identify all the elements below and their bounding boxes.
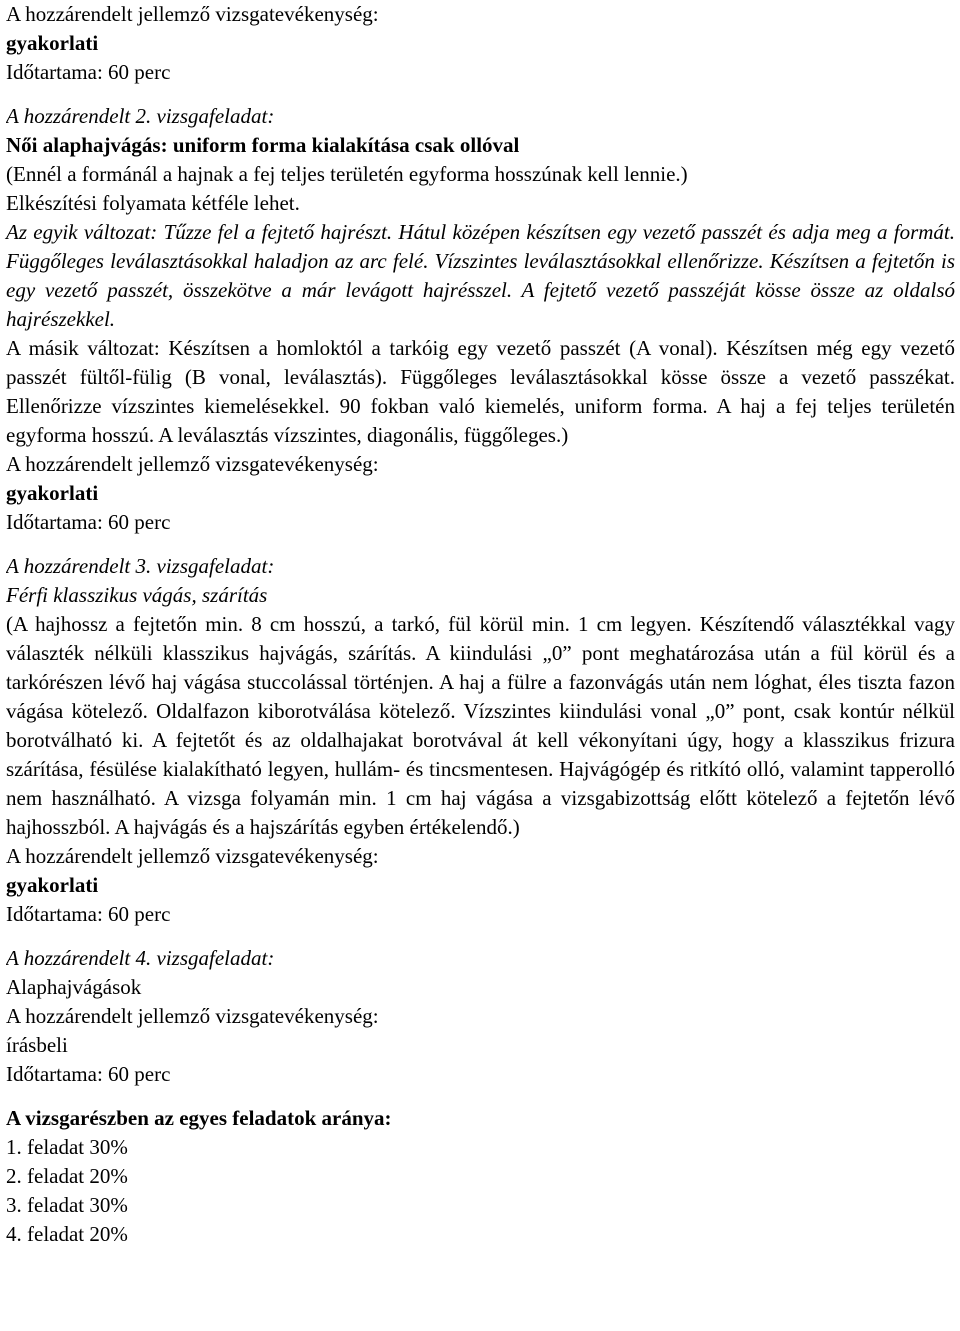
activity-duration: Időtartama: 60 perc [6,60,171,84]
activity-label: A hozzárendelt jellemző vizsgatevékenység: [6,1004,379,1028]
ratio-item: 2. feladat 20% [6,1164,128,1188]
task-heading-4: A hozzárendelt 4. vizsgafeladat: [6,946,275,970]
activity-duration: Időtartama: 60 perc [6,510,171,534]
ratio-item: 1. feladat 30% [6,1135,128,1159]
task-heading-2: A hozzárendelt 2. vizsgafeladat: [6,104,275,128]
task-title-4: Alaphajvágások [6,975,142,999]
task-title-3: Férfi klasszikus vágás, szárítás [6,583,268,607]
task-variant-1: Az egyik változat: Tűzze fel a fejtető hajrészt. Hátul középen készítsen egy vezető passzét és adja meg a formát. Függőleges leválasztásokkal haladjon az arc felé. Vízszintes leválasztásokkal ellenőrizze. Készítsen a fejtetőn is egy vezető passzét, összekötve a már levágott hajrésszel. A fejtető vezető passzéját kösse össze az oldalsó hajrészekkel. [6,220,955,331]
activity-type: gyakorlati [6,31,99,55]
activity-type: írásbeli [6,1033,68,1057]
ratio-item: 4. feladat 20% [6,1222,128,1246]
activity-label: A hozzárendelt jellemző vizsgatevékenység: [6,452,379,476]
task-body-3: (A hajhossz a fejtetőn min. 8 cm hosszú, a tarkó, fül körül min. 1 cm legyen. Készítendő választékkal vagy választék nélküli klasszikus hajvágás, szárítás. A kiindulási „0” pont meghatározása után a fül körül és a tarkórészen lévő haj vágása stuccolással történjen. A haj a fülre a fazonvágás után nem lóghat, éles tiszta fazon vágása kötelező. Oldalfazon kiborotválása kötelező. Vízszintes kiindulási vonal „0” pont, csak kontúr nélkül borotválható ki. A fejtetőt és az oldalhajakat borotvával át kell vékonyítani úgy, hogy a klasszikus frizura szárítása, fésülése kialakítható legyen, hullám- és tincsmentesen. Hajvágógép és ritkító olló, valamint tapperolló nem használható. A vizsga folyamán min. 1 cm haj vágása a vizsgabizottság előtt kötelező a fejtetőn lévő hajhosszból. A hajvágás és a hajszárítás egyben értékelendő.) [6,612,955,839]
ratio-item: 3. feladat 30% [6,1193,128,1217]
spacer [6,537,955,552]
task-heading-3: A hozzárendelt 3. vizsgafeladat: [6,554,275,578]
task-note-2: (Ennél a formánál a hajnak a fej teljes területén egyforma hosszúnak kell lennie.) [6,162,688,186]
task-variant-2: A másik változat: Készítsen a homloktól a tarkóig egy vezető passzét (A vonal). Készítsen még egy vezető passzét fültől-fülig (B vonal, leválasztás). Függőleges leválasztásokkal kösse össze a vezető passzékat. Ellenőrizze vízszintes kiemelésekkel. 90 fokban való kiemelés, uniform forma. A haj a fej teljes területén egyforma hosszú. A leválasztás vízszintes, diagonális, függőleges.) [6,336,955,447]
activity-type: gyakorlati [6,873,99,897]
ratios-heading: A vizsgarészben az egyes feladatok aránya: [6,1106,392,1130]
activity-label: A hozzárendelt jellemző vizsgatevékenység: [6,844,379,868]
task-title-2: Női alaphajvágás: uniform forma kialakítása csak ollóval [6,133,520,157]
activity-duration: Időtartama: 60 perc [6,902,171,926]
task-intro-2: Elkészítési folyamata kétféle lehet. [6,191,300,215]
spacer [6,929,955,944]
activity-label: A hozzárendelt jellemző vizsgatevékenység: [6,2,379,26]
activity-type: gyakorlati [6,481,99,505]
spacer [6,1089,955,1104]
activity-duration: Időtartama: 60 perc [6,1062,171,1086]
document-page [6,0,955,1249]
spacer [6,87,955,102]
